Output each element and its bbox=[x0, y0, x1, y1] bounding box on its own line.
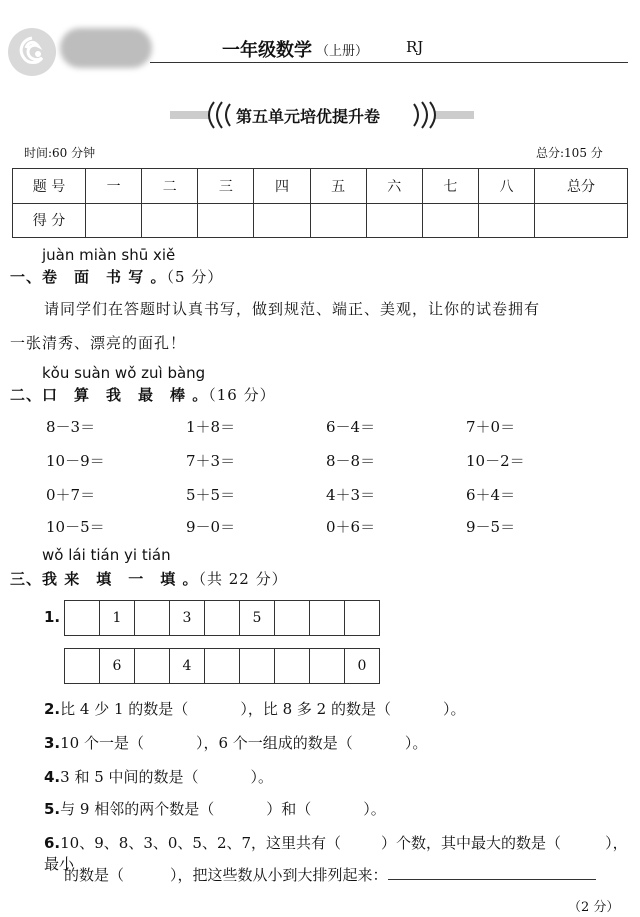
section1-title: 一、卷 面 书 写 。 bbox=[10, 268, 167, 286]
score-table-score-row bbox=[13, 203, 628, 238]
number-box[interactable]: 4 bbox=[170, 649, 205, 683]
number-box[interactable] bbox=[345, 601, 379, 635]
number-box[interactable]: 6 bbox=[100, 649, 135, 683]
swirl-logo-icon bbox=[14, 34, 50, 70]
number-box[interactable] bbox=[135, 649, 170, 683]
q1-label: 1. bbox=[44, 608, 61, 626]
book-title: 一年级数学 bbox=[222, 40, 312, 61]
calc-problem: 0＋6＝ bbox=[326, 518, 376, 536]
score-table-header-row bbox=[13, 169, 628, 204]
score-header-cell: 二 bbox=[142, 169, 198, 204]
book-subtitle: （上册） bbox=[316, 44, 369, 59]
question-2: 2.比 4 少 1 的数是（ ），比 8 多 2 的数是（ ）。 bbox=[44, 700, 466, 718]
question-4: 4.3 和 5 中间的数是（ ）。 bbox=[44, 768, 274, 786]
section1-text-line2: 一张清秀、漂亮的面孔！ bbox=[10, 334, 187, 352]
calc-problem: 6＋4＝ bbox=[466, 486, 516, 504]
score-cell[interactable] bbox=[310, 203, 366, 238]
calc-problem: 8－8＝ bbox=[326, 452, 376, 470]
score-cell[interactable] bbox=[366, 203, 422, 238]
calc-problem: 7＋0＝ bbox=[466, 418, 516, 436]
time-limit: 时间:60 分钟 bbox=[24, 146, 96, 160]
calc-problem: 0＋7＝ bbox=[46, 486, 96, 504]
unit-title: 第五单元培优提升卷 bbox=[236, 107, 381, 126]
section2-points: （16 分） bbox=[208, 386, 276, 404]
score-header-cell: 八 bbox=[478, 169, 534, 204]
number-box[interactable]: 3 bbox=[170, 601, 205, 635]
calc-problem: 8－3＝ bbox=[46, 418, 96, 436]
section3-heading bbox=[10, 568, 288, 589]
number-box[interactable] bbox=[310, 601, 345, 635]
score-header-cell: 五 bbox=[310, 169, 366, 204]
number-box-row-2 bbox=[64, 648, 380, 684]
number-box[interactable] bbox=[205, 601, 240, 635]
score-header-cell: 一 bbox=[86, 169, 142, 204]
score-cell[interactable] bbox=[535, 203, 628, 238]
calc-problem: 4＋3＝ bbox=[326, 486, 376, 504]
section3-title: 三、我 来 填 一 填 。 bbox=[10, 570, 199, 588]
number-box[interactable]: 1 bbox=[100, 601, 135, 635]
number-box[interactable] bbox=[310, 649, 345, 683]
section2-title: 二、口 算 我 最 棒 。 bbox=[10, 386, 209, 404]
score-header-cell: 七 bbox=[422, 169, 478, 204]
section1-text-line1: 请同学们在答题时认真书写，做到规范、端正、美观，让你的试卷拥有 bbox=[44, 300, 541, 318]
number-box[interactable] bbox=[135, 601, 170, 635]
score-cell[interactable] bbox=[478, 203, 534, 238]
question-5: 5.与 9 相邻的两个数是（ ）和（ ）。 bbox=[44, 800, 386, 818]
score-header-cell: 总分 bbox=[535, 169, 628, 204]
number-box[interactable] bbox=[275, 601, 310, 635]
number-box-row-1 bbox=[64, 600, 380, 636]
question-6: 6.10、9、8、3、0、5、2、7，这里共有（ ）个数，其中最大的数是（ ），最小 bbox=[44, 834, 628, 873]
score-cell[interactable] bbox=[422, 203, 478, 238]
section1-heading bbox=[10, 266, 223, 287]
blurred-brand bbox=[60, 28, 152, 68]
calc-problem: 1＋8＝ bbox=[186, 418, 236, 436]
calc-problem: 6－4＝ bbox=[326, 418, 376, 436]
number-box[interactable]: 0 bbox=[357, 658, 367, 674]
total-score: 总分:105 分 bbox=[536, 146, 603, 160]
question-3: 3.10 个一是（ ），6 个一组成的数是（ ）。 bbox=[44, 734, 428, 752]
section1-pinyin: juàn miàn shū xiě bbox=[42, 246, 176, 264]
calc-problem: 5＋5＝ bbox=[186, 486, 236, 504]
left-ornament-icon bbox=[170, 98, 236, 132]
number-box[interactable]: 5 bbox=[240, 601, 275, 635]
number-box[interactable] bbox=[65, 601, 100, 635]
calc-problem: 9－0＝ bbox=[186, 518, 236, 536]
number-box[interactable] bbox=[240, 649, 275, 683]
score-cell[interactable] bbox=[198, 203, 254, 238]
section2-pinyin: kǒu suàn wǒ zuì bàng bbox=[42, 364, 206, 382]
score-cell[interactable] bbox=[142, 203, 198, 238]
q6-points: （2 分） bbox=[568, 900, 620, 915]
right-ornament-icon bbox=[408, 98, 474, 132]
answer-line[interactable] bbox=[388, 865, 596, 880]
score-header-cell: 六 bbox=[366, 169, 422, 204]
calc-problem: 10－5＝ bbox=[46, 518, 105, 536]
section3-points: （共 22 分） bbox=[198, 570, 288, 588]
section2-heading bbox=[10, 384, 276, 405]
calc-problem: 7＋3＝ bbox=[186, 452, 236, 470]
section1-points: （5 分） bbox=[166, 268, 224, 286]
score-table bbox=[12, 168, 628, 238]
score-header-cell: 四 bbox=[254, 169, 310, 204]
score-cell[interactable] bbox=[86, 203, 142, 238]
score-row-label: 得 分 bbox=[13, 203, 86, 238]
question-6-line2: 的数是（ ），把这些数从小到大排列起来： bbox=[64, 864, 596, 885]
number-box[interactable] bbox=[275, 649, 310, 683]
score-header-cell: 三 bbox=[198, 169, 254, 204]
calc-problem: 9－5＝ bbox=[466, 518, 516, 536]
section3-pinyin: wǒ lái tián yi tián bbox=[42, 546, 171, 564]
calc-problem: 10－9＝ bbox=[46, 452, 105, 470]
number-box[interactable] bbox=[65, 649, 100, 683]
score-cell[interactable] bbox=[254, 203, 310, 238]
book-edition: RJ bbox=[406, 38, 424, 56]
score-header-cell: 题 号 bbox=[13, 169, 86, 204]
header-rule bbox=[150, 62, 628, 63]
number-box[interactable] bbox=[205, 649, 240, 683]
calc-problem: 10－2＝ bbox=[466, 452, 525, 470]
